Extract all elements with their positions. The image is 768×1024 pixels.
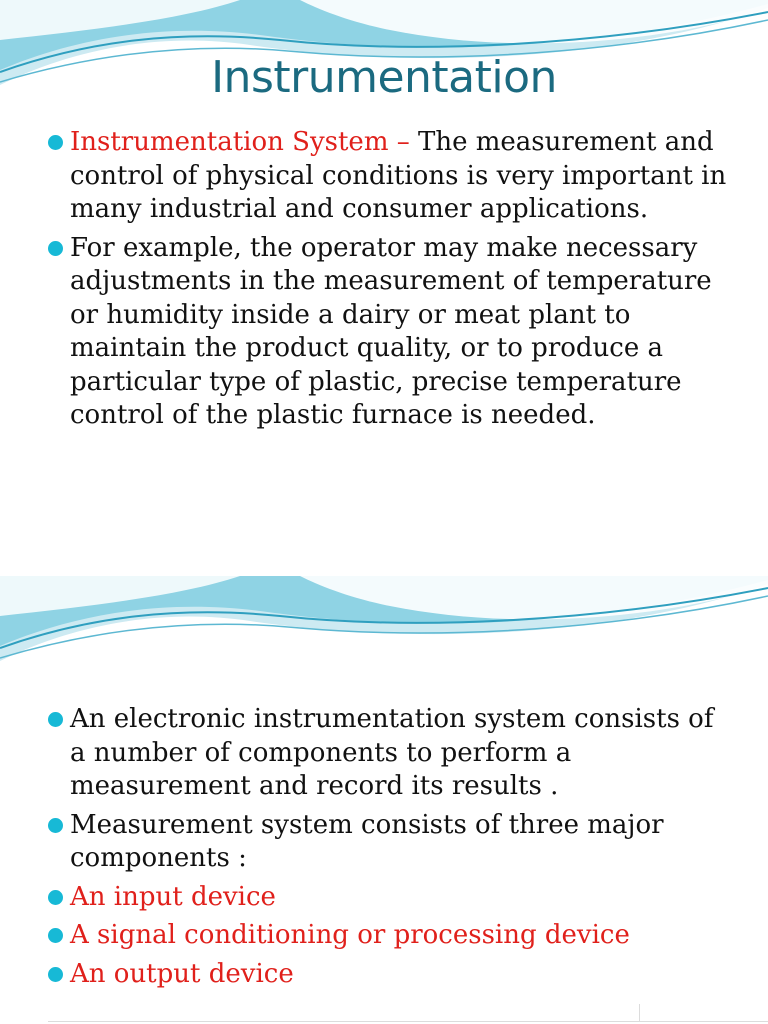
slide-title: Instrumentation — [211, 52, 557, 103]
bullet-item — [46, 703, 728, 804]
bullet-item — [46, 881, 728, 915]
bullet-text: The measurement and control of physical conditions is very important in many industrial and consumer applications. — [70, 127, 727, 224]
bullet-highlight-text: A signal conditioning or processing device — [70, 920, 630, 950]
bullet-list — [46, 126, 728, 438]
bullet-text: Measurement system consists of three major components : — [70, 809, 664, 873]
bullet-dot-icon — [48, 712, 63, 727]
bullet-item — [46, 809, 728, 876]
bullet-dot-icon — [48, 241, 63, 256]
divider — [639, 1004, 640, 1022]
divider — [48, 1021, 768, 1022]
bullet-item — [46, 958, 728, 992]
bullet-highlight-text: Instrumentation System – — [70, 127, 419, 157]
slide-2 — [0, 576, 768, 1024]
bullet-dot-icon — [48, 967, 63, 982]
bullet-dot-icon — [48, 135, 63, 150]
bullet-item — [46, 232, 728, 433]
bullet-highlight-text: An input device — [70, 881, 276, 912]
bullet-dot-icon — [48, 928, 63, 943]
bullet-dot-icon — [48, 818, 63, 833]
bullet-dot-icon — [48, 890, 63, 905]
bullet-list — [46, 703, 728, 996]
bullet-item — [46, 919, 728, 953]
header-wave-decoration — [0, 576, 768, 676]
bullet-highlight-text: An output device — [70, 958, 294, 989]
bullet-item — [46, 126, 728, 227]
bullet-text: For example, the operator may make necessary adjustments in the measurement of temperature or humidity inside a dairy or meat plant to maintain the product quality, or to produce a particular type of plastic, precise temperature control of the plastic furnace is needed. — [70, 232, 712, 430]
bullet-text: An electronic instrumentation system consists of a number of components to perform a measurement and record its results . — [70, 704, 714, 801]
